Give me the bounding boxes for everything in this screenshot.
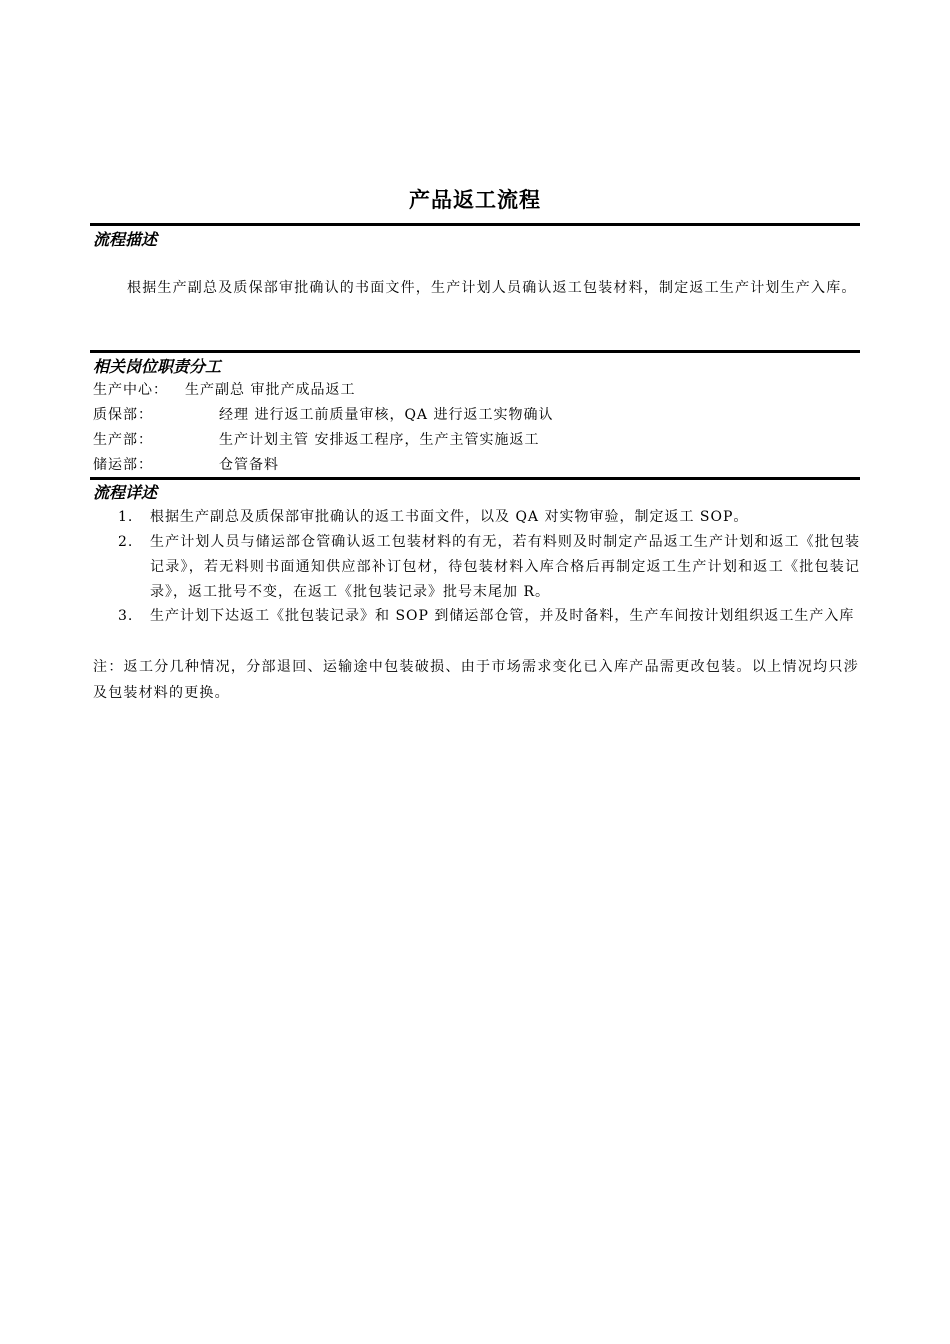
step-number: 1. (118, 509, 134, 525)
section-heading-duties: 相关岗位职责分工 (93, 357, 222, 376)
description-paragraph (93, 275, 859, 301)
step-text: 生产计划人员与储运部仓管确认返工包装材料的有无，若有料则及时制定产品返工生产计划和返工《批包装记录》，若无料则书面通知供应部补订包材，待包装材料入库合格后再制定返工生产计划和返工《批包装记录》，返工批号不变，在返工《批包装记录》批号末尾加 R。 (150, 534, 860, 600)
process-step (118, 530, 860, 605)
section-divider-details (90, 477, 860, 480)
section-divider-duties (90, 350, 860, 353)
process-step (118, 505, 860, 530)
duty-description: 生产副总 审批产成品返工 (185, 382, 356, 398)
step-text: 根据生产副总及质保部审批确认的返工书面文件，以及 QA 对实物审验，制定返工 SOP。 (150, 509, 749, 525)
duty-department: 储运部： (93, 457, 153, 473)
section-heading-description: 流程描述 (93, 230, 158, 249)
step-text: 生产计划下达返工《批包装记录》和 SOP 到储运部仓管，并及时备料，生产车间按计划组织返工生产入库 (150, 608, 855, 624)
description-text: 根据生产副总及质保部审批确认的书面文件，生产计划人员确认返工包装材料，制定返工生产计划生产入库。 (127, 280, 857, 296)
section-heading-details: 流程详述 (93, 483, 158, 502)
duty-description: 仓管备料 (219, 457, 279, 473)
section-divider-description (90, 223, 860, 226)
duty-department: 生产部： (93, 432, 153, 448)
process-step (118, 604, 860, 629)
duty-row-quality-assurance (93, 403, 554, 427)
step-number: 2. (118, 534, 134, 550)
duty-description: 经理 进行返工前质量审核，QA 进行返工实物确认 (219, 407, 554, 423)
step-number: 3. (118, 608, 134, 624)
duty-row-production (93, 428, 540, 452)
duty-description: 生产计划主管 安排返工程序，生产主管实施返工 (219, 432, 540, 448)
duty-department: 质保部： (93, 407, 153, 423)
duty-department: 生产中心： (93, 382, 168, 398)
document-title: 产品返工流程 (409, 187, 541, 212)
duty-row-storage (93, 453, 279, 477)
duty-row-production-center (93, 378, 356, 402)
process-note: 注：返工分几种情况，分部退回、运输途中包装破损、由于市场需求变化已入库产品需更改包装。以上情况均只涉及包装材料的更换。 (93, 659, 859, 701)
